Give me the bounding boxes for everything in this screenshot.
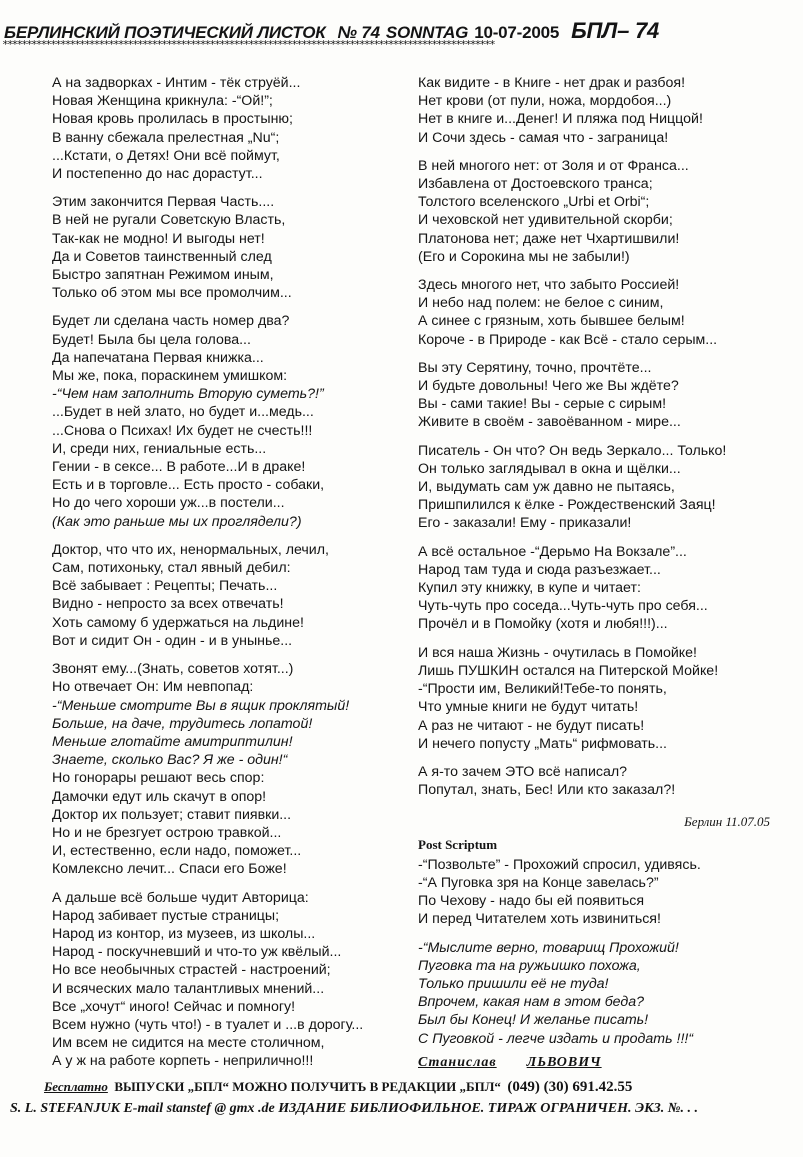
poem-line: Этим закончится Первая Часть.... xyxy=(52,194,275,211)
poem-line: Писатель - Он что? Он ведь Зеркало... Только! xyxy=(418,442,727,459)
poem-line: И нечего попусту „Мать“ рифмовать... xyxy=(418,735,667,752)
poem-stanza xyxy=(418,276,798,349)
poem-line: Живите в своём - завоёванном - мире... xyxy=(418,414,681,431)
poem-line: Толстого вселенского „Urbi et Orbi“; xyxy=(418,194,650,211)
poem-line: И будьте довольны! Чего же Вы ждёте? xyxy=(418,378,679,395)
poem-line: И небо над полем: не белое с синим, xyxy=(418,295,664,312)
poem-line: ...Кстати, о Детях! Они всё поймут, xyxy=(52,147,280,164)
poem-line: В ванну сбежала прелестная „Nu“; xyxy=(52,129,280,146)
poem-line: Новая кровь пролилась в простыню; xyxy=(52,111,293,128)
poem-line: Лишь ПУШКИН остался на Питерской Мойке! xyxy=(418,662,719,679)
poem-line: Им всем не сидится на месте столичном, xyxy=(52,1035,325,1052)
poem-line: И, выдумать сам уж давно не пытаясь, xyxy=(418,479,675,496)
ps-line: -“А Пуговка зря на Конце завелась?” xyxy=(418,874,659,891)
right-poem-column xyxy=(418,74,798,1072)
poem-line: Нет в книге и...Денег! И пляжа под Ниццой! xyxy=(418,111,703,128)
poem-line: Но и не брезгует острою травкой... xyxy=(52,824,282,841)
poem-line: А дальше всё больше чудит Авторица: xyxy=(52,889,309,906)
poem-line: Меньше глотайте амитриптилин! xyxy=(52,733,293,750)
poem-line: И, естественно, если надо, поможет... xyxy=(52,843,302,860)
poem-line: Есть и в торговле... Есть просто - собаки, xyxy=(52,477,325,494)
poem-line: Видно - непросто за всех отвечать! xyxy=(52,596,284,613)
poem-line: Он только заглядывал в окна и щёлки... xyxy=(418,460,681,477)
poem-line: А я-то зачем ЭТО всё написал? xyxy=(418,763,628,780)
poem-line: Все „хочут“ иного! Сейчас и помногу! xyxy=(52,998,296,1015)
issue-date: 10-07-2005 xyxy=(474,23,560,42)
issue-code: БПЛ– 74 xyxy=(571,18,660,43)
poem-line: Сам, потихоньку, стал явный дебил: xyxy=(52,560,291,577)
poem-line: (Как это раньше мы их проглядели?) xyxy=(52,513,302,530)
poem-line: Короче - в Природе - как Всё - стало серым... xyxy=(418,331,718,348)
footer-line-2: S. L. STEFANJUK E-mail stanstef @ gmx .de ИЗДАНИЕ БИБЛИОФИЛЬНОЕ. ТИРАЖ ОГРАНИЧЕН. ЭКЗ. №. . . xyxy=(10,1101,699,1116)
footer-line-1 xyxy=(44,1076,784,1098)
poem-line: Нет крови (от пули, ножа, мордобоя...) xyxy=(418,93,672,110)
footer-phone: (049) (30) 691.42.55 xyxy=(507,1079,633,1095)
poem-line: И всяческих мало талантливых мнений... xyxy=(52,980,325,997)
poem-line: Попутал, знать, Бес! Или кто заказал?! xyxy=(418,782,676,799)
poem-line: ...Будет в ней злато, но будет и...медь... xyxy=(52,404,314,421)
author-first-name: Станислав xyxy=(418,1054,497,1070)
author-signature xyxy=(418,1054,798,1072)
author-last-name: ЛЬВОВИЧ xyxy=(526,1054,602,1070)
poem-line: (Его и Сорокина мы не забыли!) xyxy=(418,248,630,265)
poem-line: Народ там туда и сюда разъезжает... xyxy=(418,561,661,578)
poem-line: Комлексно лечит... Спаси его Боже! xyxy=(52,861,287,878)
right-stanzas xyxy=(418,74,798,799)
poem-line: Доктор их пользует; ставит пиявки... xyxy=(52,806,292,823)
poem-line: Вот и сидит Он - один - и в унынье... xyxy=(52,632,293,649)
poem-line: Но все необычных страстей - настроений; xyxy=(52,962,331,979)
poem-line: И чеховской нет удивительной скорби; xyxy=(418,212,673,229)
poem-line: Так-как не модно! И выгоды нет! xyxy=(52,230,265,247)
poem-stanza xyxy=(52,193,402,302)
poem-line: Прочёл и в Помойку (хотя и любя!!!)... xyxy=(418,616,668,633)
poem-stanza xyxy=(418,157,798,266)
poem-line: Будет! Была бы цела голова... xyxy=(52,331,251,348)
poem-line: И вся наша Жизнь - очутилась в Помойке! xyxy=(418,644,697,661)
ps-line: -“Позвольте” - Прохожий спросил, удивясь. xyxy=(418,856,701,873)
poem-line: Гении - в сексе... В работе...И в драке! xyxy=(52,459,306,476)
poem-line: Мы же, пока, пораскинем умишком: xyxy=(52,368,288,385)
poem-line: А раз не читают - не будут писать! xyxy=(418,717,645,734)
poem-line: Всем нужно (чуть что!) - в туалет и ...в дорогу... xyxy=(52,1016,364,1033)
poem-stanza xyxy=(52,660,402,878)
poem-line: Будет ли сделана часть номер два? xyxy=(52,313,290,330)
poem-line: -“Чем нам заполнить Вторую суметь?!” xyxy=(52,386,324,403)
poem-line: Как видите - в Книге - нет драк и разбоя! xyxy=(418,75,686,91)
poem-line: Всё забывает : Рецепты; Печать... xyxy=(52,578,278,595)
poem-stanza xyxy=(52,541,402,650)
poem-stanza xyxy=(418,763,798,799)
poem-line: ...Снова о Психах! Их будет не счесть!!! xyxy=(52,422,313,439)
issue-number: № 74 xyxy=(337,23,380,42)
poem-line: Больше, на даче, трудитесь лопатой! xyxy=(52,715,313,732)
poem-line: -“Прости им, Великий!Тебе-то понять, xyxy=(418,681,667,698)
ps-line: -“Мыслите верно, товарищ Прохожий! xyxy=(418,939,679,956)
issue-day: SONNTAG xyxy=(385,23,469,42)
poem-line: Его - заказали! Ему - приказали! xyxy=(418,515,632,532)
poem-stanza xyxy=(52,312,402,530)
poem-line: Купил эту книжку, в купе и читает: xyxy=(418,580,641,597)
poem-line: В ней многого нет: от Золя и от Франса... xyxy=(418,157,689,174)
poem-stanza xyxy=(418,644,798,753)
poem-line: Избавлена от Достоевского транса; xyxy=(418,176,653,193)
ps-line: Пуговка та на ружьишко похожа, xyxy=(418,957,641,974)
dateline: Берлин 11.07.05 xyxy=(684,814,770,830)
poem-line: Но отвечает Он: Им невпопад: xyxy=(52,679,254,696)
poem-line: Только об этом мы все промолчим... xyxy=(52,285,292,302)
poem-line: А на задворках - Интим - тёк струёй... xyxy=(52,75,301,91)
poem-line: А у ж на работе корпеть - неприлично!!! xyxy=(52,1053,314,1070)
poem-line: Здесь многого нет, что забыто Россией! xyxy=(418,277,680,294)
poem-line: -“Меньше смотрите Вы в ящик проклятый! xyxy=(52,697,350,714)
poem-line: Дамочки едут иль скачут в опор! xyxy=(52,788,267,805)
newsletter-title: БЕРЛИНСКИЙ ПОЭТИЧЕСКИЙ ЛИСТОК xyxy=(4,23,326,42)
poem-line: Чуть-чуть про соседа...Чуть-чуть про себя... xyxy=(418,598,708,615)
poem-line: Но до чего хороши уж...в постели... xyxy=(52,495,285,512)
poem-line: Да напечатана Первая книжка... xyxy=(52,349,264,366)
ps-line: Впрочем, какая нам в этом беда? xyxy=(418,994,645,1011)
poem-line: Новая Женщина крикнула: -“Ой!”; xyxy=(52,93,273,110)
ps-line: Только пришили её не туда! xyxy=(418,975,609,992)
poem-line: И, среди них, гениальные есть... xyxy=(52,440,267,457)
poem-line: Народ из контор, из музеев, из школы... xyxy=(52,925,316,942)
poem-line: Звонят ему...(Знать, советов хотят...) xyxy=(52,661,294,678)
poem-stanza xyxy=(418,359,798,432)
ps-line: По Чехову - надо бы ей появиться xyxy=(418,893,645,910)
footer-issues-text: ВЫПУСКИ „БПЛ“ МОЖНО ПОЛУЧИТЬ В РЕДАКЦИИ „БПЛ“ xyxy=(114,1079,501,1094)
ps-line: И перед Читателем хоть извиниться! xyxy=(418,911,661,928)
poem-line: Хоть самому б удержаться на льдине! xyxy=(52,614,304,631)
post-scriptum-label: Post Scriptum xyxy=(418,836,498,852)
poem-line: Народ - поскучневший и что-то уж квёлый... xyxy=(52,944,342,961)
poem-line: Вы - сами такие! Вы - серые с сирым! xyxy=(418,396,667,413)
poem-line: А синее с грязным, хоть бывшее белым! xyxy=(418,313,685,330)
poem-line: И Сочи здесь - самая что - заграница! xyxy=(418,129,669,146)
ps-stanza xyxy=(418,939,798,1048)
poem-line: Народ забивает пустые страницы; xyxy=(52,907,280,924)
poem-line: Доктор, что что их, ненормальных, лечил, xyxy=(52,541,329,558)
poem-stanza xyxy=(52,74,402,183)
poem-stanza xyxy=(52,889,402,1071)
poem-line: Да и Советов таинственный след xyxy=(52,248,272,265)
ps-line: Был бы Конец! И желанье писать! xyxy=(418,1012,649,1029)
poem-line: Знаете, сколько Вас? Я же - один!“ xyxy=(52,752,288,769)
ps-stanza xyxy=(418,856,798,929)
poem-line: А всё остальное -“Дерьмо На Вокзале”... xyxy=(418,543,687,560)
poem-line: Но гонорары решают весь спор: xyxy=(52,770,265,787)
poem-line: И постепенно до нас дорастут... xyxy=(52,166,263,183)
poem-stanza xyxy=(418,543,798,634)
poem-stanza xyxy=(418,74,798,147)
footer xyxy=(10,1076,784,1120)
ps-closing-line: С Пуговкой - легче издать и продать !!!“ xyxy=(418,1030,694,1047)
star-divider: ****************************************************************************************************** xyxy=(2,40,494,50)
poem-line: Пришпилился к ёлке - Рождественский Заяц! xyxy=(418,497,716,514)
poem-line: Что умные книги не будут читать! xyxy=(418,699,639,716)
poem-line: Вы эту Серятину, точно, прочтёте... xyxy=(418,359,652,376)
left-poem-column xyxy=(52,74,402,1081)
poem-line: Быстро запятнан Режимом иным, xyxy=(52,267,274,284)
poem-stanza xyxy=(418,442,798,533)
poem-line: В ней не ругали Советскую Власть, xyxy=(52,212,286,229)
poem-line: Платонова нет; даже нет Чхартишвили! xyxy=(418,230,680,247)
footer-free: Бесплатно xyxy=(44,1079,108,1094)
